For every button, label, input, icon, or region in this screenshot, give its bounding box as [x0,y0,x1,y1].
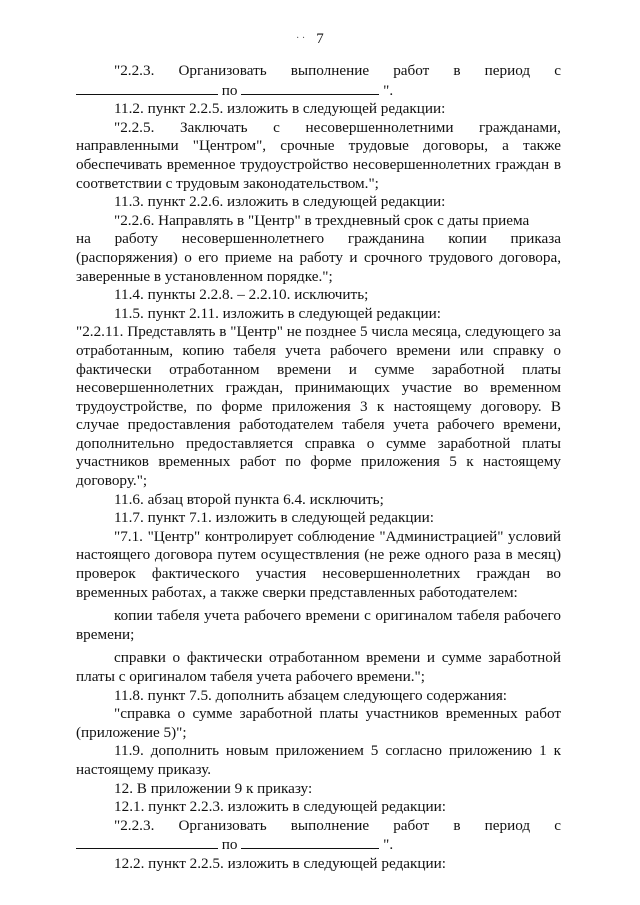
word: Заключать [179,118,248,136]
clause-223-repeat-line1 [76,817,561,836]
page-number [0,30,640,49]
clause-223-repeat-line2 [76,835,561,855]
word: выполнение [290,62,370,79]
quote-end: ". [383,81,394,99]
clause-71: "7.1. "Центр" контролирует соблюдение "Администрацией" условий настоящего договора путем осуществления (не реже одного раза в месяц) проверок фактического участия несовершеннолетних граждан во временных работах, а также сверки представленных работодателем: [76,527,561,601]
word: период [484,816,531,834]
blank-line [76,835,218,849]
clause-226-line2 [76,230,561,249]
clause-226-line1: "2.2.6. Направлять в "Центр" в трехдневный срок с даты приема [114,211,530,229]
para-11-5: 11.5. пункт 2.11. изложить в следующей редакции: [114,304,442,322]
word: выполнение [290,816,370,834]
para-11-4: 11.4. пункты 2.2.8. – 2.2.10. исключить; [114,286,369,304]
word: несовершеннолетними [305,118,454,136]
word-po: по [221,836,238,854]
word: работ [393,62,430,79]
para-12-1: 12.1. пункт 2.2.3. изложить в следующей редакции: [114,798,446,816]
word: "2.2.3. [114,62,155,79]
word: с [554,816,561,834]
word: работу [114,230,159,248]
word: период [484,62,531,79]
para-11-8: 11.8. пункт 7.5. дополнить абзацем следующего содержания: [114,686,508,704]
clause-225-rest: направленными "Центром", срочные трудовые договоры, а также обеспечивать временное трудоустройство несовершеннолетних граждан в соответствии с трудовым законодательством."; [76,137,561,192]
para-11-6: 11.6. абзац второй пункта 6.4. исключить; [114,490,384,508]
word: с [273,118,280,136]
word: в [453,62,461,79]
clause-223-line1 [76,62,561,81]
document-body [76,62,561,874]
para-12: 12. В приложении 9 к приказу: [114,779,313,797]
word: в [453,816,461,834]
para-11-7: 11.7. пункт 7.1. изложить в следующей редакции: [114,509,434,527]
word: копии [448,230,487,248]
clause-223-line2 [76,81,561,101]
header-marks: · · [296,33,306,44]
word: Организовать [178,62,267,79]
clause-226-rest: (распоряжения) о его приеме на работу и срочного трудового договора, заверенные в установленном порядке."; [76,248,561,285]
word-po: по [221,81,238,99]
word: приказа [510,230,561,248]
blank-line [76,81,218,95]
para-12-2: 12.2. пункт 2.2.5. изложить в следующей редакции: [114,854,446,872]
para-11-9: 11.9. дополнить новым приложением 5 согласно приложению 1 к настоящему приказу. [76,742,561,778]
clause-225-line1 [76,119,561,138]
para-11-2: 11.2. пункт 2.2.5. изложить в следующей редакции: [114,100,446,118]
clause-75: "справка о сумме заработной платы участников временных работ (приложение 5)"; [76,705,561,741]
para-11-3: 11.3. пункт 2.2.6. изложить в следующей редакции: [114,193,446,211]
blank-line [241,835,379,849]
word: несовершеннолетнего [181,230,325,248]
word: с [554,62,561,79]
page-number-text: 7 [316,31,324,47]
clause-71-item-b: справки о фактически отработанном времени и сумме заработной платы с оригиналом табеля учета рабочего времени."; [76,649,561,685]
quote-end: ". [383,836,394,854]
word: работ [393,816,430,834]
word: гражданами, [479,118,561,136]
word: гражданина [347,230,425,248]
word: Организовать [178,816,267,834]
clause-71-item-a: копии табеля учета рабочего времени с оригиналом табеля рабочего времени; [76,607,561,643]
word: на [76,230,91,248]
blank-line [241,81,379,95]
word: "2.2.5. [114,118,155,136]
word: "2.2.3. [114,816,155,834]
clause-2211: "2.2.11. Представлять в "Центр" не позднее 5 числа месяца, следующего за отработанным, копию табеля учета рабочего времени или справку о фактически отработанном времени и сумме заработной платы несовершеннолетних граждан, принимающих участие во временном трудоустройстве, по форме приложения 3 к настоящему договору. В случае предоставления работодателем табеля учета рабочего времени, дополнительно предоставляется справка о сумме заработной платы участников временных работ по форме приложения 5 к настоящему договору."; [76,323,561,490]
